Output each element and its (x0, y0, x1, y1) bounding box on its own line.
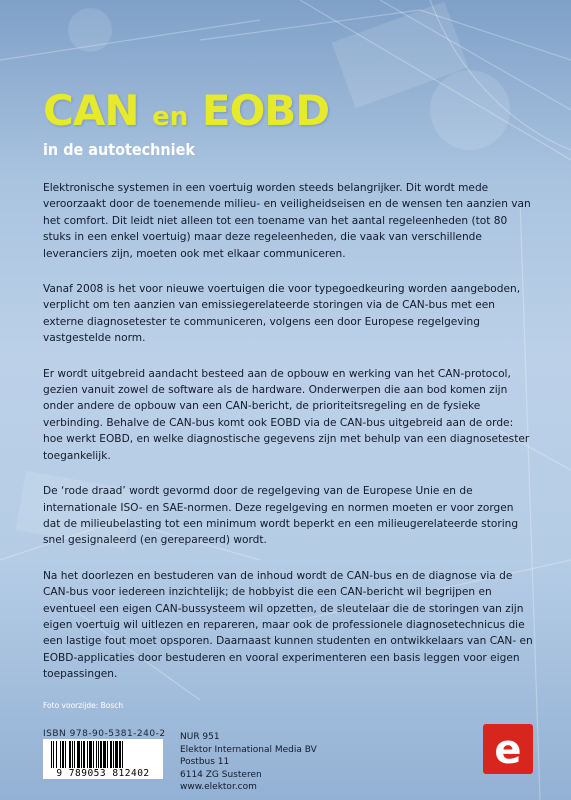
publisher-info (180, 731, 317, 794)
barcode-bar (87, 741, 88, 768)
paragraph-4: De ‘rode draad’ wordt gevormd door de regelgeving van de Europese Unie en de internationale ISO- en SAE-normen. Deze regelgeving en normen moeten er voor zorgen dat de milieubelasting tot een minimum wordt beperkt en een milieugerelateerde storing snel gesignaleerd (en gerepareerd) wordt. (43, 485, 519, 547)
paragraph-2: Vanaf 2008 is het voor nieuwe voertuigen die voor typegoedkeuring worden aangeboden, verplicht om ten aanzien van emissiegerelateerde storingen via de CAN-bus met een externe diagnosetester te communiceren, volgens een door Europese regelgeving vastgestelde norm. (43, 283, 521, 345)
barcode-bars (51, 741, 155, 768)
barcode-bar (60, 741, 61, 768)
barcode-bar (122, 741, 123, 768)
barcode-bar (100, 741, 102, 768)
barcode-bar (77, 741, 80, 768)
publisher-line: NUR 951 (180, 732, 220, 742)
barcode-bar (96, 741, 97, 768)
paragraph-3: Er wordt uitgebreid aandacht besteed aan de opbouw en werking van het CAN-protocol, gezien vanuit zowel de software als de hardware. Onderwerpen die aan bod komen zijn onder andere de opbouw van een CAN-bericht, de prioriteitsregeling en de fysieke verbinding. Behalve de CAN-bus komt ook EOBD via de CAN-bus uitgebreid aan de orde: hoe werkt EOBD, en welke diagnostische gegevens zijn met behulp van een diagnosetester toegankelijk. (43, 367, 530, 462)
barcode-bar (98, 741, 99, 768)
barcode (43, 739, 163, 779)
barcode-bar (53, 741, 54, 768)
publisher-url: www.elektor.com (180, 782, 257, 792)
title-block (43, 86, 329, 159)
barcode-bar (93, 741, 94, 768)
elektor-logo (483, 724, 533, 774)
barcode-bar (51, 741, 52, 768)
barcode-bar (103, 741, 106, 768)
blurb (43, 180, 533, 702)
paragraph-1: Elektronische systemen in een voertuig worden steeds belangrijker. Dit wordt mede veroorzaakt door de toenemende milieu- en veiligheidseisen en de wensen ten aanzien van het comfort. Dit leidt niet alleen tot een toename van het aantal regeleenheden (tot 80 stuks in een enkel voertuig) maar deze regeleenheden, die vaak van verschillende leveranciers zijn, moeten ook met elkaar communiceren. (43, 182, 531, 260)
publisher-line: 6114 ZG Susteren (180, 769, 262, 780)
barcode-bar (107, 741, 108, 768)
logo-letter: e (494, 727, 522, 773)
publisher-line: Elektor International Media BV (180, 744, 317, 755)
book-subtitle: in de autotechniek (43, 140, 195, 159)
barcode-bar (65, 741, 66, 768)
barcode-bar (72, 741, 73, 768)
title-eobd: EOBD (201, 86, 330, 135)
barcode-bar (83, 741, 85, 768)
title-en: en (152, 102, 189, 132)
title-can: CAN (43, 86, 139, 135)
barcode-bar (56, 741, 57, 768)
barcode-bar (89, 741, 92, 768)
barcode-bar (113, 741, 114, 768)
barcode-bar (69, 741, 71, 768)
barcode-digits: 9 789053 812402 (56, 768, 150, 779)
barcode-bar (110, 741, 112, 768)
book-title (43, 86, 329, 142)
photo-credit: Foto voorzijde: Bosch (43, 701, 124, 710)
barcode-bar (74, 741, 75, 768)
barcode-bar (81, 741, 82, 768)
barcode-bar (62, 741, 64, 768)
barcode-bar (115, 741, 118, 768)
isbn-label: ISBN 978-90-5381-240-2 (43, 729, 166, 739)
barcode-bar (119, 741, 121, 768)
paragraph-5: Na het doorlezen en bestuderen van de inhoud wordt de CAN-bus en de diagnose via de CAN-bus voor iedereen inzichtelijk; de hobbyist die een CAN-bericht wil begrijpen en eventueel een eigen CAN-bussysteem wil opzetten, de sleutelaar die de storingen van zijn eigen voertuig wil uitlezen en repareren, maar ook de professionele diagnosetechnicus die een lastige fout moet opsporen. Daarnaast kunnen studenten en ontwikkelaars van CAN- en EOBD-applicaties door bestuderen en vooral experimenteren een basis leggen voor eigen toepassingen. (43, 569, 533, 681)
publisher-line: Postbus 11 (180, 757, 230, 767)
